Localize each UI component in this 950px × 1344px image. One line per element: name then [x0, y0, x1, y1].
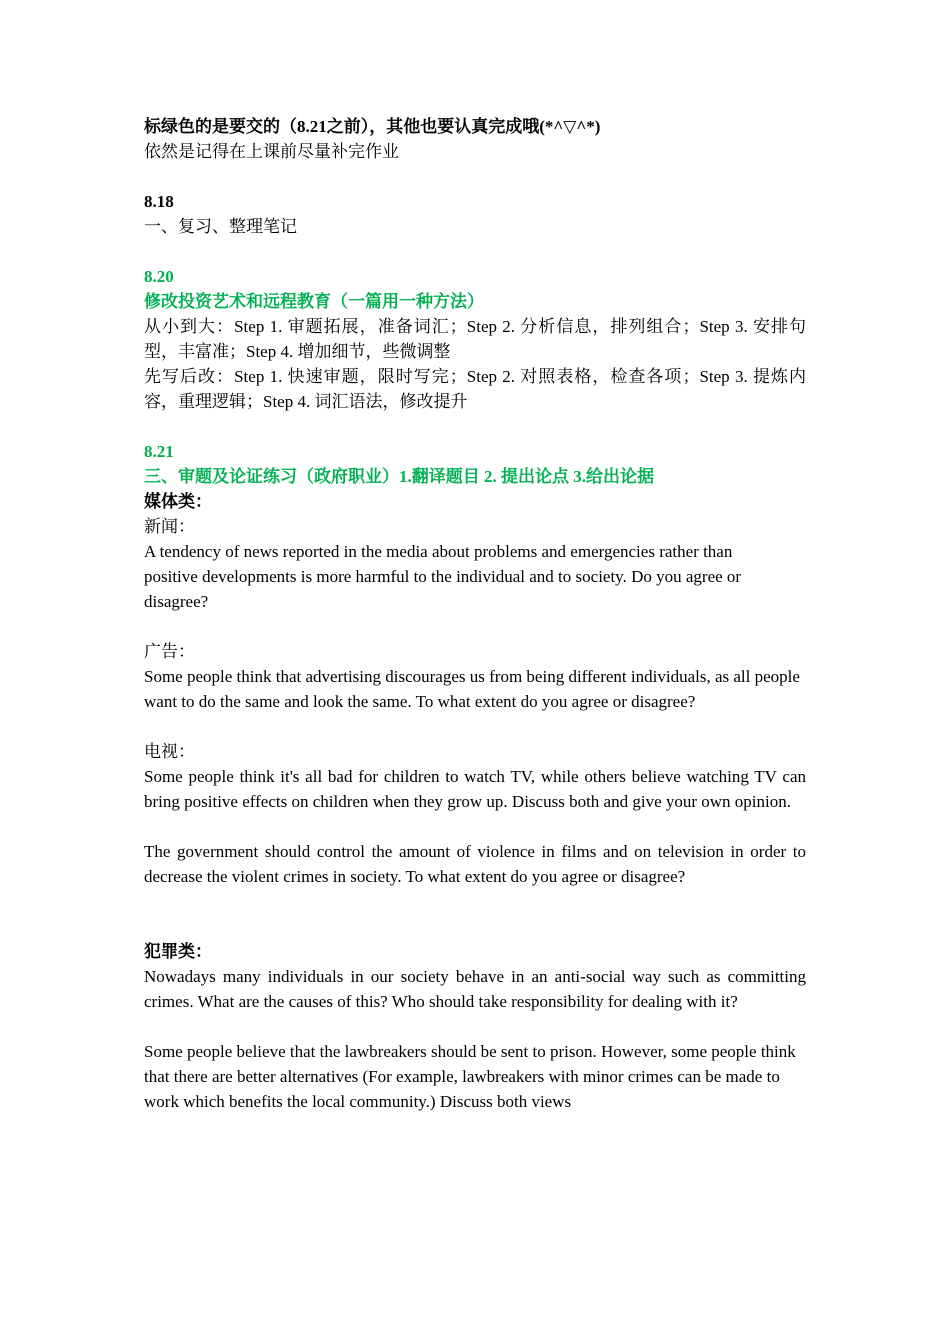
- date-heading-821: 8.21: [144, 442, 174, 461]
- crime-question-2: Some people believe that the lawbreakers should be sent to prison. However, some people think that there are better alternatives (For example, lawbreakers with minor crimes can be made to work which benefits the local community.) Discuss both views: [144, 1042, 796, 1111]
- intro-note: 标绿色的是要交的（8.21之前），其他也要认真完成哦(*^▽^*): [144, 117, 601, 136]
- method-small-to-big: 从小到大：Step 1. 审题拓展，准备词汇；Step 2. 分析信息，排列组合；Step 3. 安排句型，丰富准；Step 4. 增加细节，些微调整: [144, 317, 806, 361]
- date-heading-820: 8.20: [144, 267, 174, 286]
- news-label: 新闻：: [144, 517, 195, 536]
- crime-question-1: Nowadays many individuals in our society behave in an anti-social way such as committing crimes. What are the causes of this? Who should take responsibility for dealing with it?: [144, 967, 806, 1011]
- document-body: [144, 114, 806, 1114]
- advertising-label: 广告：: [144, 642, 195, 661]
- news-question: A tendency of news reported in the media about problems and emergencies rather than positive developments is more harmful to the individual and to society. Do you agree or disagree?: [144, 542, 742, 611]
- date-heading-818: 8.18: [144, 192, 174, 211]
- media-category-heading: 媒体类：: [144, 492, 212, 511]
- task-821: 三、审题及论证练习（政府职业）1.翻译题目 2. 提出论点 3.给出论据: [144, 467, 654, 486]
- tv-label: 电视：: [144, 742, 195, 761]
- intro-reminder: 依然是记得在上课前尽量补完作业: [144, 142, 399, 161]
- crime-category-heading: 犯罪类：: [144, 942, 212, 961]
- violence-question: The government should control the amount of violence in films and on television in order to decrease the violent crimes in society. To what extent do you agree or disagree?: [144, 842, 806, 886]
- method-write-then-revise: 先写后改：Step 1. 快速审题，限时写完；Step 2. 对照表格，检查各项；Step 3. 提炼内容，重理逻辑；Step 4. 词汇语法，修改提升: [144, 367, 806, 411]
- task-820: 修改投资艺术和远程教育（一篇用一种方法）: [144, 292, 484, 311]
- tv-question: Some people think it's all bad for children to watch TV, while others believe watching TV can bring positive effects on children when they grow up. Discuss both and give your own opinion.: [144, 767, 806, 811]
- advertising-question: Some people think that advertising discourages us from being different individuals, as all people want to do the same and look the same. To what extent do you agree or disagree?: [144, 667, 800, 711]
- task-818: 一、复习、整理笔记: [144, 217, 297, 236]
